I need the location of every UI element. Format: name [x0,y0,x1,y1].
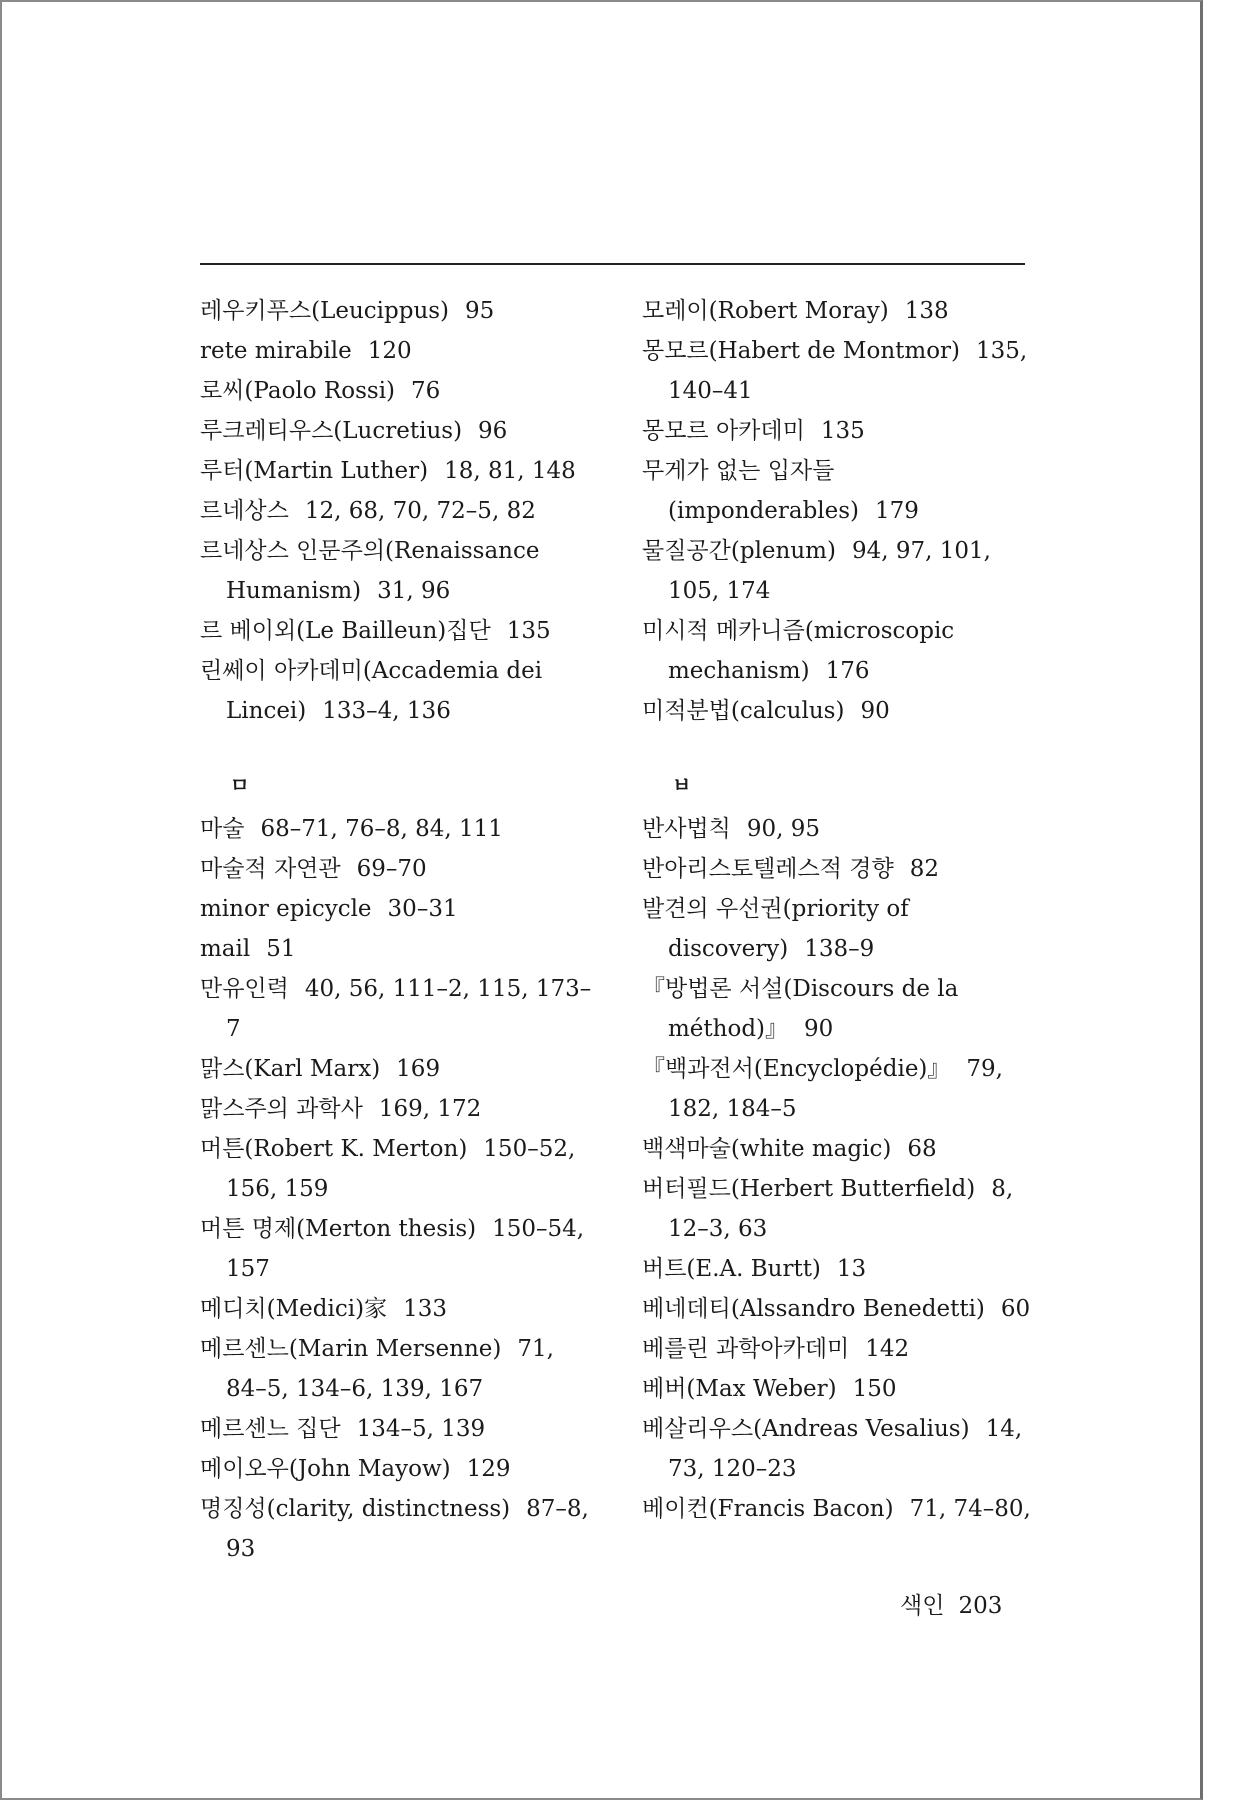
index-entry: 마술적 자연관 69–70 [200,856,427,882]
index-entry: 로씨(Paolo Rossi) 76 [200,378,441,404]
index-entry: 르네상스 인문주의(Renaissance Humanism) 31, 96 [200,538,540,604]
right-column [642,291,1042,1529]
right-entries-top [642,291,1042,731]
index-entry: 만유인력 40, 56, 111–2, 115, 173–7 [200,976,592,1042]
index-entry: 명징성(clarity, distinctness) 87–8, 93 [200,1496,589,1562]
index-entry: 메이오우(John Mayow) 129 [200,1456,511,1482]
index-entry: 맑스(Karl Marx) 169 [200,1056,441,1082]
running-footer-label: 색인 [900,1593,945,1619]
index-entry: 몽모르 아카데미 135 [642,418,865,444]
index-entry: 모레이(Robert Moray) 138 [642,298,949,324]
left-entries-section [200,809,600,1569]
index-entry: 베살리우스(Andreas Vesalius) 14, 73, 120–23 [642,1416,1023,1482]
left-column [200,291,600,1569]
index-entry: minor epicycle 30–31 [200,896,458,922]
index-entry: 『방법론 서설(Discours de la méthod)』 90 [642,976,959,1042]
index-entry: 마술 68–71, 76–8, 84, 111 [200,816,503,842]
index-entry: 『백과전서(Encyclopédie)』 79, 182, 184–5 [642,1056,1003,1122]
index-entry: 미시적 메카니즘(microscopic mechanism) 176 [642,618,955,684]
index-entry: 메디치(Medici)家 133 [200,1296,447,1322]
index-entry: 루크레티우스(Lucretius) 96 [200,418,508,444]
index-entry: 메르센느(Marin Mersenne) 71, 84–5, 134–6, 139, 167 [200,1336,554,1402]
index-entry: 미적분법(calculus) 90 [642,698,890,724]
index-entry: 머튼(Robert K. Merton) 150–52, 156, 159 [200,1136,576,1202]
index-entry: mail 51 [200,936,296,962]
section-heading-bieup: ㅂ [672,773,692,797]
index-entry: 베버(Max Weber) 150 [642,1376,897,1402]
index-entry: 르 베이외(Le Bailleun)집단 135 [200,618,551,644]
index-entry: 물질공간(plenum) 94, 97, 101, 105, 174 [642,538,991,604]
index-entry: rete mirabile 120 [200,338,412,364]
index-entry: 몽모르(Habert de Montmor) 135, 140–41 [642,338,1028,404]
index-entry: 린쎄이 아카데미(Accademia dei Lincei) 133–4, 136 [200,658,543,724]
page-footer [900,1587,1002,1620]
index-entry: 머튼 명제(Merton thesis) 150–54, 157 [200,1216,585,1282]
index-entry: 반사법칙 90, 95 [642,816,821,842]
index-entry: 루터(Martin Luther) 18, 81, 148 [200,458,576,484]
page-number: 203 [958,1593,1003,1619]
index-entry: 백색마술(white magic) 68 [642,1136,937,1162]
right-entries-section [642,809,1042,1529]
index-entry: 무게가 없는 입자들(imponderables) 179 [642,458,919,524]
left-entries-top [200,291,600,731]
index-entry: 반아리스토텔레스적 경향 82 [642,856,939,882]
index-entry: 베네데티(Alssandro Benedetti) 60 [642,1296,1031,1322]
index-entry: 르네상스 12, 68, 70, 72–5, 82 [200,498,536,524]
index-entry: 버트(E.A. Burtt) 13 [642,1256,867,1282]
index-entry: 버터필드(Herbert Butterfield) 8, 12–3, 63 [642,1176,1014,1242]
index-entry: 베를린 과학아카데미 142 [642,1336,910,1362]
index-entry: 베이컨(Francis Bacon) 71, 74–80, [642,1496,1031,1522]
header-rule [200,263,1025,265]
index-entry: 메르센느 집단 134–5, 139 [200,1416,486,1442]
section-heading-mieum: ㅁ [230,773,250,797]
index-entry: 레우키푸스(Leucippus) 95 [200,298,495,324]
index-entry: 발견의 우선권(priority of discovery) 138–9 [642,896,909,962]
index-entry: 맑스주의 과학사 169, 172 [200,1096,482,1122]
